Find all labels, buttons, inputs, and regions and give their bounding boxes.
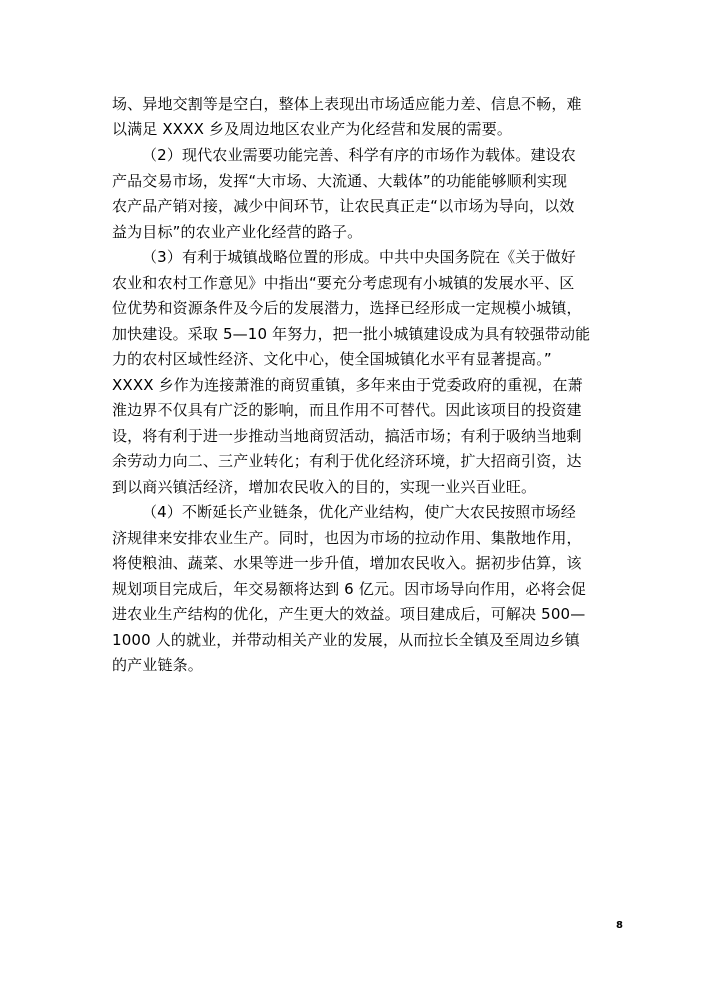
text-line: 到以商兴镇活经济，增加农民收入的目的，实现一业兴百业旺。 <box>112 478 537 496</box>
text-line: 场、异地交割等是空白，整体上表现出市场适应能力差、信息不畅，难 <box>112 95 582 113</box>
text-line: 淮边界不仅具有广泛的影响，而且作用不可替代。因此该项目的投资建 <box>112 401 582 419</box>
paragraph-2-first-line: （2）现代农业需要功能完善、科学有序的市场作为载体。建设农 <box>142 146 576 164</box>
text-line: 加快建设。采取 5—10 年努力，把一批小城镇建设成为具有较强带动能 <box>112 325 591 343</box>
text-line: 位优势和资源条件及今后的发展潜力，选择已经形成一定规模小城镇， <box>112 299 582 317</box>
text-line: 的产业链条。 <box>112 656 203 674</box>
text-line: XXXX 乡作为连接萧淮的商贸重镇，多年来由于党委政府的重视，在萧 <box>112 376 583 394</box>
page-number: 8 <box>616 920 623 931</box>
text-line: 1000 人的就业，并带动相关产业的发展，从而拉长全镇及至周边乡镇 <box>112 631 580 649</box>
paragraph-3-first-line: （3）有利于城镇战略位置的形成。中共中央国务院在《关于做好 <box>142 248 576 266</box>
paragraph-4-first-line: （4）不断延长产业链条，优化产业结构，使广大农民按照市场经 <box>142 503 576 521</box>
text-line: 以满足 XXXX 乡及周边地区农业产为化经营和发展的需要。 <box>112 120 512 138</box>
text-line: 力的农村区域性经济、文化中心，使全国城镇化水平有显著提高。” <box>112 350 552 368</box>
text-line: 设，将有利于进一步推动当地商贸活动，搞活市场；有利于吸纳当地剩 <box>112 427 582 445</box>
text-line: 进农业生产结构的优化，产生更大的效益。项目建成后，可解决 500— <box>112 605 586 623</box>
text-line: 余劳动力向二、三产业转化；有利于优化经济环境，扩大招商引资，达 <box>112 452 582 470</box>
text-line: 农业和农村工作意见》中指出“要充分考虑现有小城镇的发展水平、区 <box>112 274 575 292</box>
text-line: 农产品产销对接，减少中间环节，让农民真正走“以市场为导向，以效 <box>112 197 575 215</box>
text-line: 将使粮油、蔬菜、水果等进一步升值，增加农民收入。据初步估算，该 <box>112 554 582 572</box>
text-line: 济规律来安排农业生产。同时，也因为市场的拉动作用、集散地作用， <box>112 529 582 547</box>
text-line: 产品交易市场，发挥“大市场、大流通、大载体”的功能能够顺利实现 <box>112 172 568 190</box>
text-line: 益为目标”的农业产业化经营的路子。 <box>112 223 363 241</box>
text-line: 规划项目完成后，年交易额将达到 6 亿元。因市场导向作用，必将会促 <box>112 580 587 598</box>
